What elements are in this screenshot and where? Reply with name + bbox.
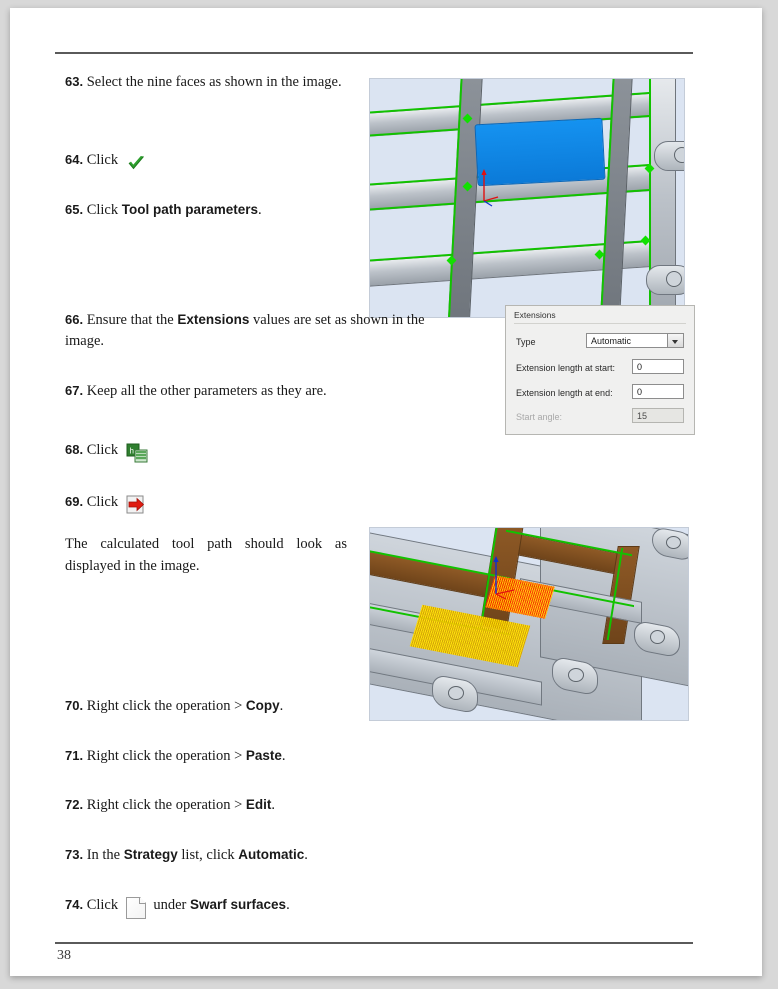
step-68-number: 68. <box>65 442 84 457</box>
step-64-text: Click <box>86 152 119 168</box>
step-66-bold: Extensions <box>177 312 250 327</box>
start-angle-input: 15 <box>632 408 684 423</box>
step-66-text-after: values are set as shown in the image. <box>65 312 425 350</box>
start-angle-label: Start angle: <box>516 412 563 422</box>
step-70-text-after: . <box>279 698 284 714</box>
footer-rule <box>55 942 693 944</box>
step-64 <box>65 150 345 171</box>
step-65-text-after: . <box>258 202 262 218</box>
step-73-number: 73. <box>65 847 84 862</box>
step-71-number: 71. <box>65 748 84 763</box>
page-content <box>55 40 693 963</box>
step-70-text-before: Right click the operation > <box>86 698 243 714</box>
green-check-icon <box>126 153 146 173</box>
step-66-text-before: Ensure that the <box>86 312 174 328</box>
step-71-text-before: Right click the operation > <box>86 748 243 764</box>
step-67-number: 67. <box>65 383 84 398</box>
step-73-text-before: In the <box>86 847 121 863</box>
toolpath-image <box>369 527 689 721</box>
step-72-number: 72. <box>65 797 84 812</box>
step-68 <box>65 440 325 461</box>
step-63-number: 63. <box>65 74 84 89</box>
step-65-number: 65. <box>65 202 84 217</box>
extension-end-input[interactable]: 0 <box>632 384 684 399</box>
extension-start-label: Extension length at start: <box>516 363 616 373</box>
document-page <box>10 8 762 976</box>
step-67-text: Keep all the other parameters as they are. <box>86 383 327 399</box>
extensions-dialog-title: Extensions <box>514 310 556 320</box>
step-63 <box>65 72 345 93</box>
step-65-text-before: Click <box>86 202 119 218</box>
step-74-text-after: under <box>153 897 187 913</box>
step-73-bold2: Automatic <box>238 847 305 862</box>
step-74-text-before: Click <box>86 897 119 913</box>
extensions-dialog-separator <box>514 323 686 324</box>
boss-1-hole <box>448 686 464 700</box>
svg-text:h: h <box>129 446 134 456</box>
axis-marker-icon-2 <box>488 554 522 600</box>
step-72-text-after: . <box>271 797 276 813</box>
extension-start-input[interactable]: 0 <box>632 359 684 374</box>
step-66-number: 66. <box>65 312 84 327</box>
step-73 <box>65 845 395 866</box>
faces-image <box>369 78 685 318</box>
step-71-text-after: . <box>281 748 286 764</box>
extension-end-label: Extension length at end: <box>516 388 613 398</box>
type-combo-value: Automatic <box>591 336 632 346</box>
step-74 <box>65 895 395 916</box>
step-74-number: 74. <box>65 897 84 912</box>
blank-page-icon <box>126 897 146 919</box>
step-72-text-before: Right click the operation > <box>86 797 243 813</box>
chevron-down-icon[interactable] <box>667 334 683 347</box>
step-63-text: Select the nine faces as shown in the image. <box>86 74 342 90</box>
axis-marker-icon <box>478 167 508 207</box>
step-73-bold: Strategy <box>123 847 178 862</box>
step-70 <box>65 696 365 717</box>
step-74-bold2: Swarf surfaces <box>190 897 287 912</box>
extensions-dialog[interactable] <box>505 305 695 435</box>
step-64-number: 64. <box>65 152 84 167</box>
step-69-number: 69. <box>65 494 84 509</box>
boss-4-hole <box>666 536 681 549</box>
type-label: Type <box>516 337 536 347</box>
green-computation-icon <box>126 443 148 463</box>
step-72-bold: Edit <box>245 797 272 812</box>
step-70-bold: Copy <box>245 698 280 713</box>
step-66 <box>65 310 465 352</box>
step-65 <box>65 200 365 221</box>
step-68-text: Click <box>86 442 119 458</box>
step-73-text-after: list, click <box>181 847 235 863</box>
lug-2-hole <box>666 271 682 287</box>
step-69-text: Click <box>86 494 119 510</box>
lug-1-hole <box>674 147 685 163</box>
page-number: 38 <box>57 948 71 963</box>
step-72 <box>65 795 365 816</box>
red-exit-arrow-icon <box>126 495 146 515</box>
boss-2-hole <box>568 668 584 682</box>
step-69 <box>65 492 325 513</box>
header-rule <box>55 52 693 54</box>
step-70-number: 70. <box>65 698 84 713</box>
boss-3-hole <box>650 630 665 644</box>
step-73-text-after2: . <box>304 847 308 863</box>
step-67 <box>65 381 425 402</box>
step-71-bold: Paste <box>245 748 282 763</box>
step-65-bold: Tool path parameters <box>121 202 259 217</box>
step-71 <box>65 746 365 767</box>
step-74-text-after2: . <box>286 897 290 913</box>
type-combo[interactable] <box>586 333 684 348</box>
toolpath-result-paragraph: The calculated tool path should look as displayed in the image. <box>65 536 347 574</box>
